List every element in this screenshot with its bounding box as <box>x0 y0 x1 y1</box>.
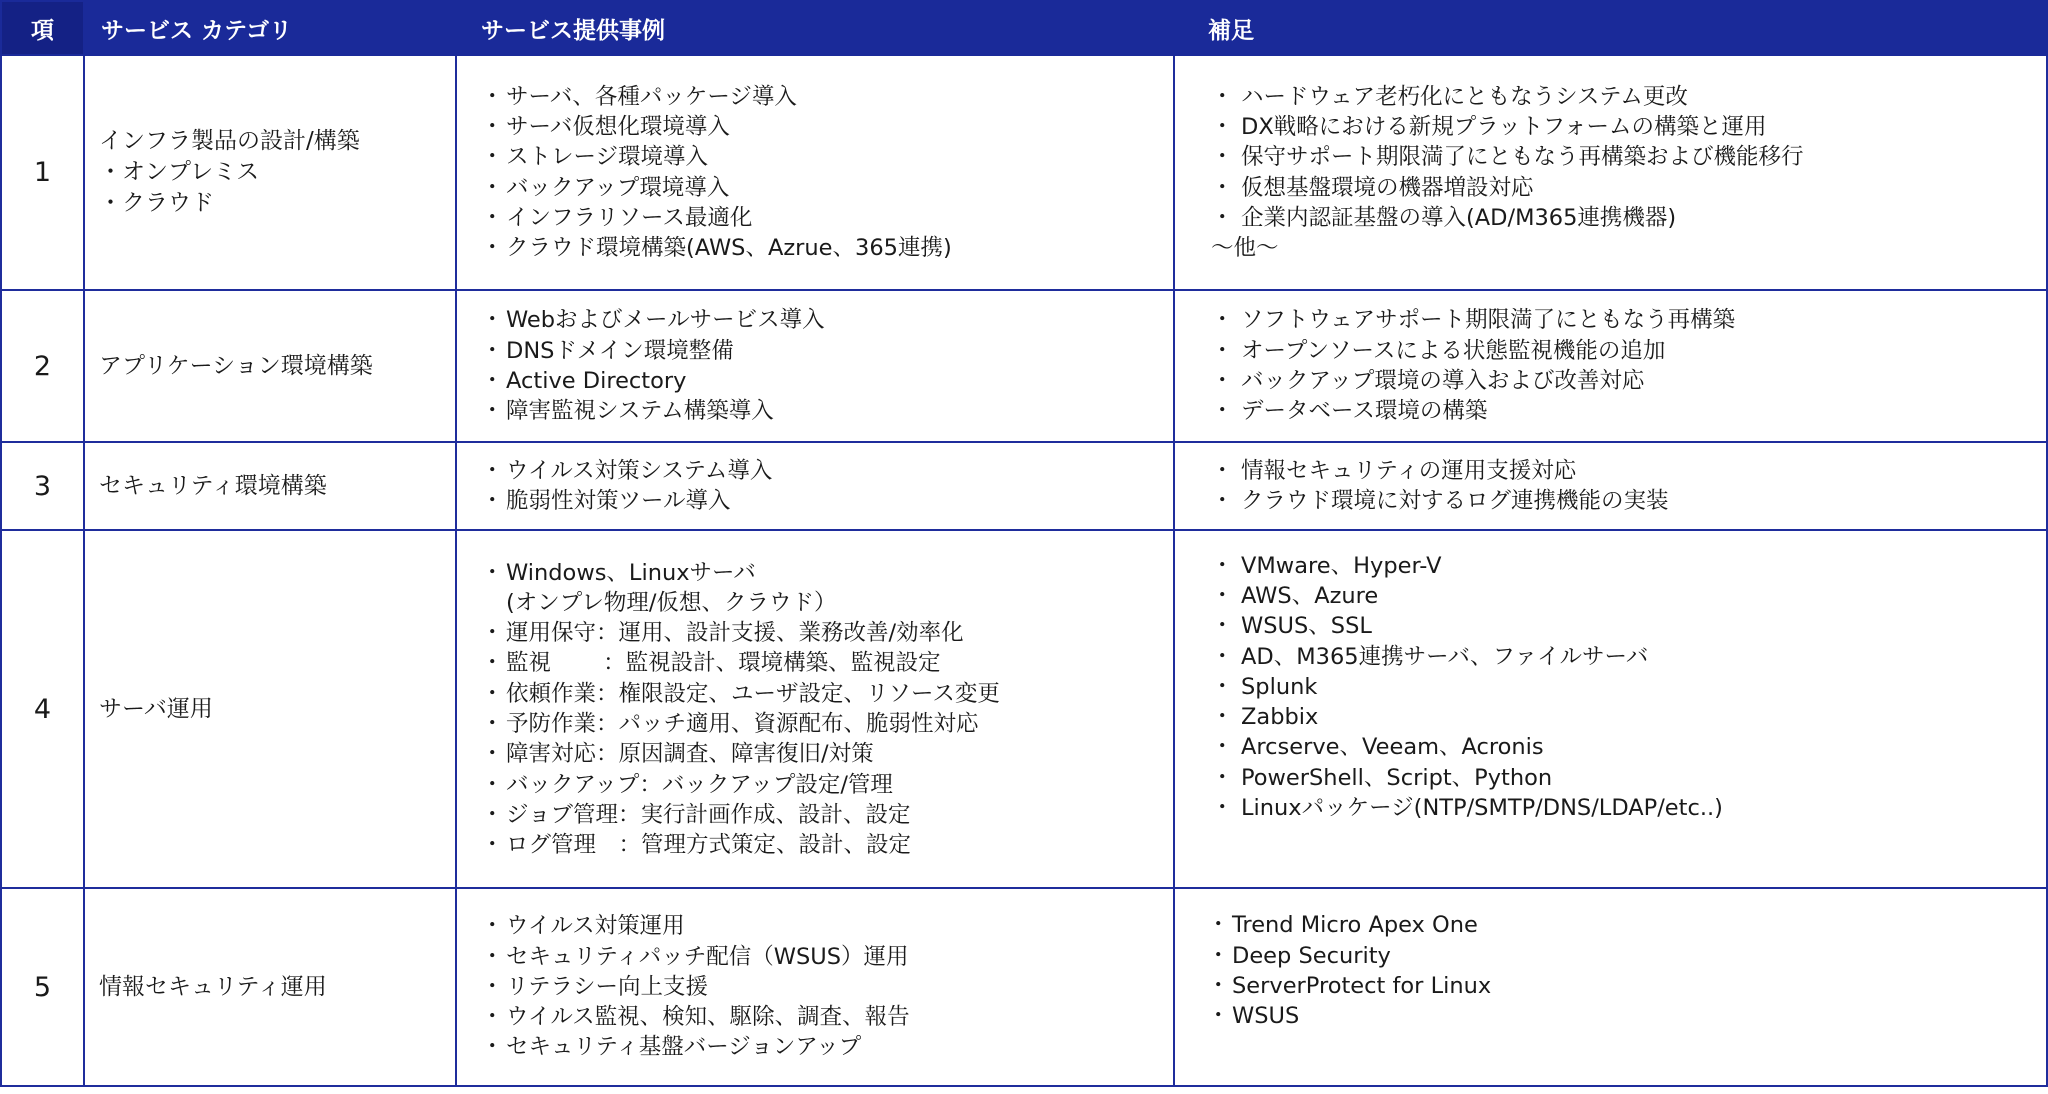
row-category <box>84 55 456 290</box>
category-title: セキュリティ環境構築 <box>99 472 327 499</box>
example-item: ・ ウイルス対策運用 <box>485 911 1173 941</box>
example-item: ・ サーバ仮想化環境導入 <box>485 112 1173 142</box>
note-item: ・ データベース環境の構築 <box>1211 396 2046 426</box>
example-item: ・ DNSドメイン環境整備 <box>485 336 1173 366</box>
note-item: ・ WSUS <box>1211 1001 2046 1031</box>
example-item: ・ Windows、Linuxサーバ <box>485 558 1173 588</box>
note-item: ・ ServerProtect for Linux <box>1211 971 2046 1001</box>
row-number: 3 <box>1 442 84 530</box>
example-item: ・ クラウド環境構築(AWS、Azrue、365連携) <box>485 233 1173 263</box>
table-row <box>1 530 2047 888</box>
note-item: ・ WSUS、SSL <box>1211 611 2046 641</box>
row-number: 2 <box>1 290 84 442</box>
table-row <box>1 290 2047 442</box>
row-examples <box>456 55 1174 290</box>
row-category <box>84 442 456 530</box>
note-item: ・ Linuxパッケージ(NTP/SMTP/DNS/LDAP/etc..) <box>1211 793 2046 823</box>
example-item: ・ ジョブ管理：実行計画作成、設計、設定 <box>485 800 1173 830</box>
example-item: ・ ログ管理 ：管理方式策定、設計、設定 <box>485 830 1173 860</box>
table-row <box>1 55 2047 290</box>
row-notes <box>1174 888 2047 1086</box>
row-number: 5 <box>1 888 84 1086</box>
example-item: ・ ストレージ環境導入 <box>485 142 1173 172</box>
example-item: ・ 障害対応：原因調査、障害復旧/対策 <box>485 739 1173 769</box>
note-item: ・ AD、M365連携サーバ、ファイルサーバ <box>1211 642 2046 672</box>
row-category <box>84 888 456 1086</box>
note-item: ・ Deep Security <box>1211 941 2046 971</box>
category-title: アプリケーション環境構築 <box>99 352 373 379</box>
row-examples <box>456 888 1174 1086</box>
row-category <box>84 530 456 888</box>
category-title: インフラ製品の設計/構築 <box>99 128 360 154</box>
notes-footer: 〜他〜 <box>1211 235 1279 262</box>
note-item: ・ Splunk <box>1211 672 2046 702</box>
example-item: ・ セキュリティ基盤バージョンアップ <box>485 1032 1173 1062</box>
note-item: ・ 仮想基盤環境の機器増設対応 <box>1211 173 2046 203</box>
row-examples <box>456 530 1174 888</box>
example-item: ・ バックアップ：バックアップ設定/管理 <box>485 770 1173 800</box>
example-item: ・ 脆弱性対策ツール導入 <box>485 486 1173 516</box>
note-item: ・ DX戦略における新規プラットフォームの構築と運用 <box>1211 112 2046 142</box>
header-examples: サービス提供事例 <box>456 1 1174 55</box>
category-title: 情報セキュリティ運用 <box>99 973 327 1000</box>
header-notes: 補足 <box>1174 1 2047 55</box>
row-category <box>84 290 456 442</box>
note-item: ・ Arcserve、Veeam、Acronis <box>1211 732 2046 762</box>
category-title: サーバ運用 <box>99 695 213 722</box>
note-item: ・ オープンソースによる状態監視機能の追加 <box>1211 336 2046 366</box>
row-notes <box>1174 530 2047 888</box>
note-item: ・ Trend Micro Apex One <box>1211 910 2046 940</box>
note-item: ・ 情報セキュリティの運用支援対応 <box>1211 456 2046 486</box>
row-number: 1 <box>1 55 84 290</box>
example-item: ・ 予防作業：パッチ適用、資源配布、脆弱性対応 <box>485 709 1173 739</box>
note-item: ・ クラウド環境に対するログ連携機能の実装 <box>1211 486 2046 516</box>
row-examples <box>456 442 1174 530</box>
row-number: 4 <box>1 530 84 888</box>
example-item: ・ セキュリティパッチ配信（WSUS）運用 <box>485 942 1173 972</box>
category-sub-item: ・クラウド <box>99 190 214 216</box>
note-item: ・ バックアップ環境の導入および改善対応 <box>1211 366 2046 396</box>
note-item: ・ VMware、Hyper-V <box>1211 551 2046 581</box>
note-item: ・ Zabbix <box>1211 702 2046 732</box>
example-item: ・ 運用保守：運用、設計支援、業務改善/効率化 <box>485 618 1173 648</box>
row-notes <box>1174 290 2047 442</box>
table-row <box>1 442 2047 530</box>
example-item: ・ Webおよびメールサービス導入 <box>485 305 1173 335</box>
note-item: ・ 保守サポート期限満了にともなう再構築および機能移行 <box>1211 142 2046 172</box>
example-item: ・ リテラシー向上支援 <box>485 972 1173 1002</box>
example-item: ・ サーバ、各種パッケージ導入 <box>485 82 1173 112</box>
example-item: ・ 障害監視システム構築導入 <box>485 396 1173 426</box>
example-item: ・ 依頼作業：権限設定、ユーザ設定、リソース変更 <box>485 679 1173 709</box>
note-item: ・ AWS、Azure <box>1211 581 2046 611</box>
table-row <box>1 888 2047 1086</box>
header-category: サービス カテゴリ <box>84 1 456 55</box>
table-header <box>1 1 2047 55</box>
note-item: ・ ハードウェア老朽化にともなうシステム更改 <box>1211 82 2046 112</box>
note-item: ・ ソフトウェアサポート期限満了にともなう再構築 <box>1211 305 2046 335</box>
example-item-continuation: (オンプレ物理/仮想、クラウド） <box>506 589 837 616</box>
example-item: ・ 監視 ：監視設計、環境構築、監視設定 <box>485 648 1173 678</box>
header-no: 項 <box>1 1 84 55</box>
row-notes <box>1174 55 2047 290</box>
example-item: ・ ウイルス監視、検知、駆除、調査、報告 <box>485 1002 1173 1032</box>
example-item: ・ インフラリソース最適化 <box>485 203 1173 233</box>
note-item: ・ PowerShell、Script、Python <box>1211 763 2046 793</box>
example-item: ・ バックアップ環境導入 <box>485 173 1173 203</box>
row-examples <box>456 290 1174 442</box>
row-notes <box>1174 442 2047 530</box>
category-sub-item: ・オンプレミス <box>99 159 260 185</box>
example-item: ・ Active Directory <box>485 366 1173 396</box>
note-item: ・ 企業内認証基盤の導入(AD/M365連携機器) <box>1211 203 2046 233</box>
example-item: ・ ウイルス対策システム導入 <box>485 456 1173 486</box>
